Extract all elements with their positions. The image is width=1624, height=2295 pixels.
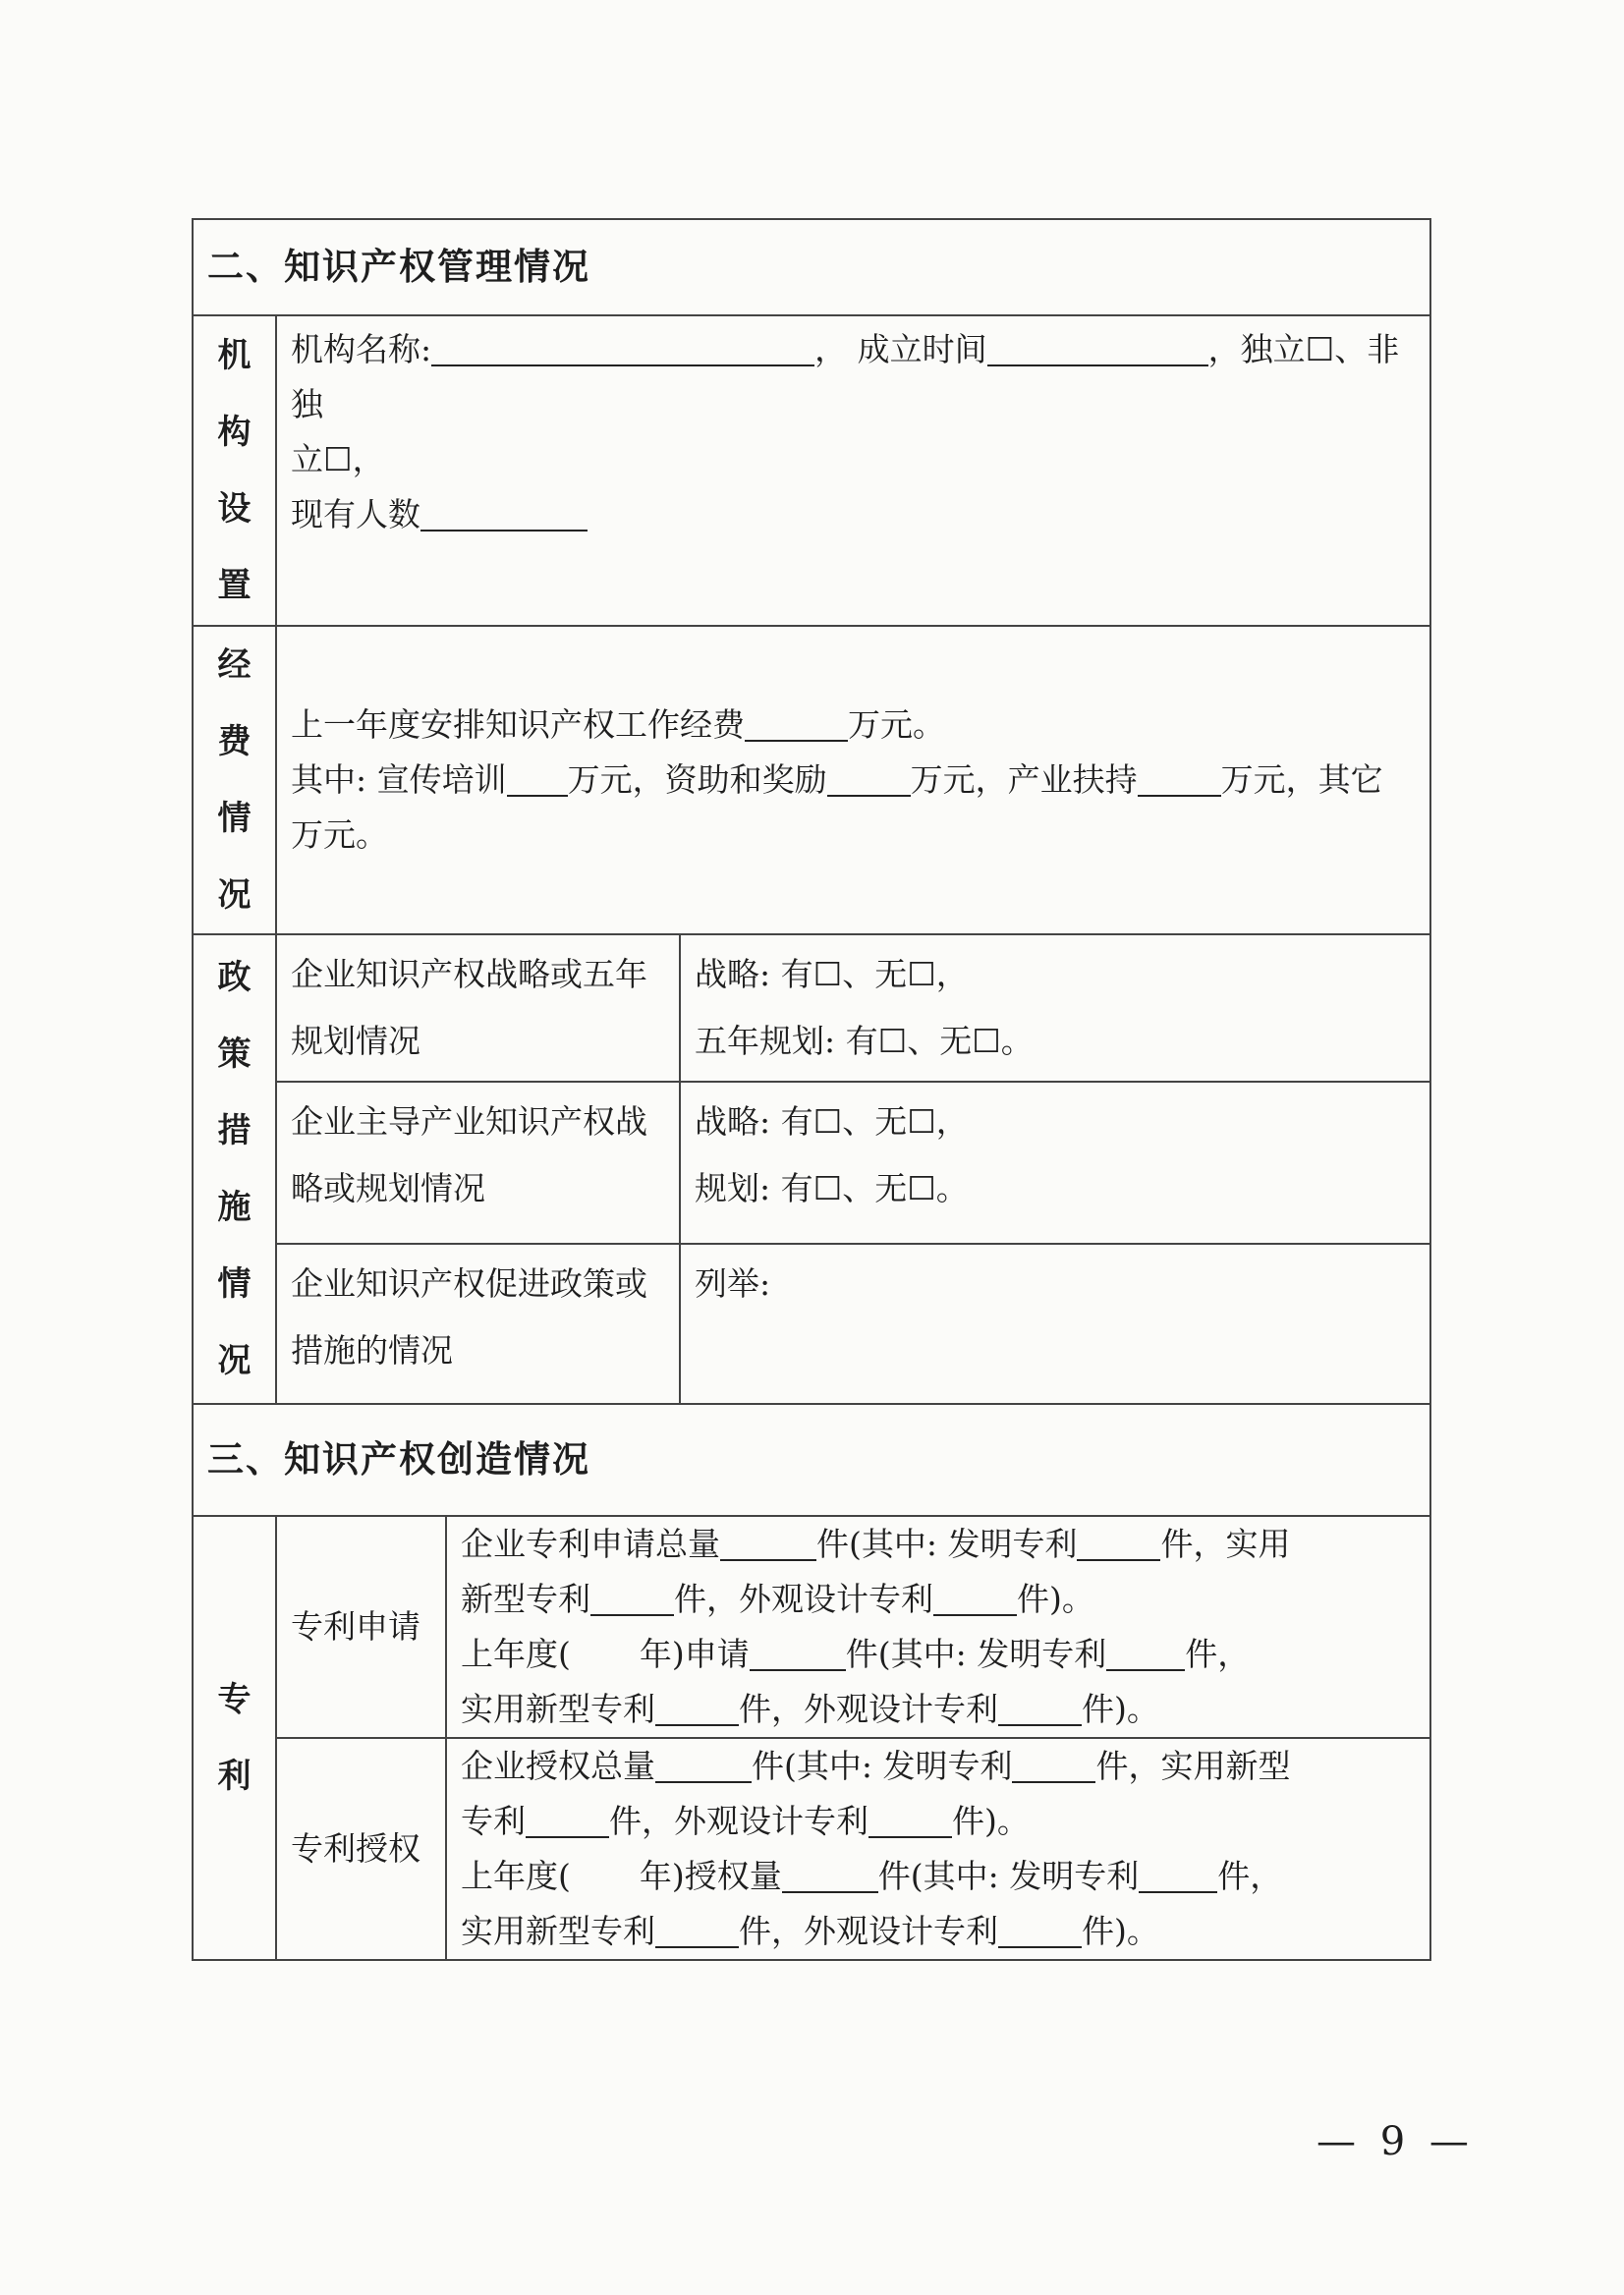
apply-design-field[interactable] <box>933 1575 1017 1616</box>
patent-label: 专 利 <box>193 1516 276 1960</box>
apply-invention-field[interactable] <box>1077 1520 1160 1561</box>
award-funds-field[interactable] <box>827 756 911 797</box>
policy-value: 战略: 有☐、无☐， 规划: 有☐、无☐。 <box>680 1082 1430 1244</box>
grant-lastyear-utility-field[interactable] <box>655 1907 739 1948</box>
grant-total-field[interactable] <box>655 1742 752 1783</box>
section2-title: 二、知识产权管理情况 <box>193 219 1430 315</box>
apply-total-field[interactable] <box>720 1520 816 1561</box>
patent-application-label: 专利申请 <box>276 1516 446 1738</box>
org-name-field[interactable] <box>431 325 814 366</box>
grant-invention-field[interactable] <box>1012 1742 1095 1783</box>
grant-lastyear-invention-field[interactable] <box>1139 1852 1217 1893</box>
policy-value: 战略: 有☐、无☐， 五年规划: 有☐、无☐。 <box>680 934 1430 1082</box>
org-setup-label: 机 构 设 置 <box>193 315 276 626</box>
training-funds-field[interactable] <box>507 756 568 797</box>
grant-design-field[interactable] <box>868 1797 952 1838</box>
grant-utility-field[interactable] <box>526 1797 609 1838</box>
org-setup-content: 机构名称: ， 成立时间 ，独立☐、非独 立☐， 现有人数 <box>276 315 1430 626</box>
staff-count-field[interactable] <box>420 490 588 532</box>
page-number: — 9 — <box>1316 2119 1475 2164</box>
patent-application-content: 企业专利申请总量 件(其中: 发明专利 件，实用 新型专利 件，外观设计专利 件)。 上年度( 年)申请 件(其中: 发明专利 件， 实用新型专利 件，外观设计专利 件)。 <box>446 1516 1430 1738</box>
policy-value: 列举: <box>680 1244 1430 1404</box>
grant-lastyear-design-field[interactable] <box>998 1907 1082 1948</box>
funds-content: 上一年度安排知识产权工作经费 万元。 其中: 宣传培训 万元，资助和奖励 万元，产业扶持 万元，其它 万元。 <box>276 626 1430 934</box>
apply-lastyear-invention-field[interactable] <box>1106 1630 1185 1671</box>
policy-item: 企业知识产权促进政策或措施的情况 <box>276 1244 680 1404</box>
total-funds-field[interactable] <box>745 700 848 742</box>
apply-utility-field[interactable] <box>590 1575 674 1616</box>
established-date-field[interactable] <box>987 325 1208 366</box>
apply-lastyear-design-field[interactable] <box>998 1685 1082 1726</box>
funds-label: 经 费 情 况 <box>193 626 276 934</box>
policy-item: 企业知识产权战略或五年规划情况 <box>276 934 680 1082</box>
apply-lastyear-field[interactable] <box>750 1630 846 1671</box>
policy-item: 企业主导产业知识产权战略或规划情况 <box>276 1082 680 1244</box>
apply-lastyear-utility-field[interactable] <box>655 1685 739 1726</box>
ip-form-table <box>192 218 1431 1961</box>
patent-grant-content: 企业授权总量 件(其中: 发明专利 件，实用新型 专利 件，外观设计专利 件)。 上年度( 年)授权量 件(其中: 发明专利 件， 实用新型专利 件，外观设计专利 件)。 <box>446 1738 1430 1960</box>
patent-grant-label: 专利授权 <box>276 1738 446 1960</box>
section3-title: 三、知识产权创造情况 <box>193 1404 1430 1516</box>
policy-label: 政 策 措 施 情 况 <box>193 934 276 1404</box>
industry-funds-field[interactable] <box>1138 756 1221 797</box>
grant-lastyear-field[interactable] <box>782 1852 878 1893</box>
